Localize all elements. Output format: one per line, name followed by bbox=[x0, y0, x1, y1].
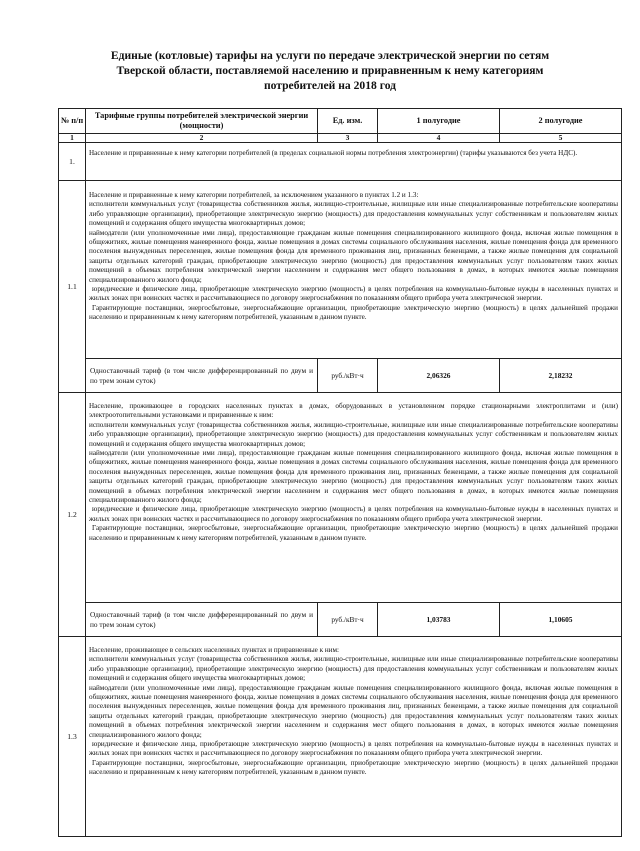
paragraph: юридические и физические лица, приобретающие электрическую энергию (мощность) в целях потребления на коммунально-бытовые нужды в населенных пунктах и жилых зонах при воинских частях и рассчитывающиеся по договору энергоснабжения по показаниям общего прибора учета электрической энергии. bbox=[89, 505, 618, 523]
table-row bbox=[59, 393, 622, 603]
title-line-1: Единые (котловые) тарифы на услуги по передаче электрической энергии по сетям bbox=[110, 49, 550, 62]
row-description bbox=[86, 181, 622, 359]
table-row bbox=[59, 637, 622, 837]
column-number: 2 bbox=[86, 134, 318, 143]
paragraph: юридические и физические лица, приобретающие электрическую энергию (мощность) в целях потребления на коммунально-бытовые нужды в населенных пунктах и жилых зонах при воинских частях и рассчитывающиеся по договору энергоснабжения по показаниям общего прибора учета электрической энергии. bbox=[89, 740, 618, 758]
tariff-label: Одноставочный тариф (в том числе дифференцированный по двум и по трем зонам суток) bbox=[86, 359, 318, 393]
tariff-row bbox=[59, 359, 622, 393]
tariff-unit: руб./кВт·ч bbox=[318, 603, 378, 637]
row-number: 1.2 bbox=[59, 393, 86, 637]
paragraph: исполнители коммунальных услуг (товарищества собственников жилья, жилищно-строительные, жилищные или иные специализированные потребительские кооперативы либо управляющие организации), приобретающие электрическую энергию (мощность) для предоставления коммунальных услуг собственникам и пользователям жилых помещений и содержания общего имущества многоквартирных домов; bbox=[89, 655, 618, 683]
tariff-row bbox=[59, 603, 622, 637]
paragraph: Гарантирующие поставщики, энергосбытовые, энергоснабжающие организации, приобретающие электрическую энергию (мощность) в целях дальнейшей продажи населению и приравненным к нему категориям потребителей, указанным в данном пункте. bbox=[89, 524, 618, 542]
tariff-half1-value: 2,06326 bbox=[378, 359, 500, 393]
document-title bbox=[60, 48, 600, 93]
header-unit: Ед. изм. bbox=[318, 109, 378, 134]
title-line-2: Тверской области, поставляемой населению и приравненным к нему категориям bbox=[116, 64, 544, 77]
tariff-table bbox=[58, 108, 622, 837]
tariff-unit: руб./кВт·ч bbox=[318, 359, 378, 393]
column-number-row bbox=[59, 134, 622, 143]
paragraph: Население, проживающее в сельских населенных пунктах и приравненные к ним: bbox=[89, 646, 340, 654]
row-description bbox=[86, 393, 622, 603]
paragraph: Гарантирующие поставщики, энергосбытовые, энергоснабжающие организации, приобретающие электрическую энергию (мощность) в целях дальнейшей продажи населению и приравненным к нему категориям потребителей, указанным в данном пункте. bbox=[89, 758, 618, 777]
column-number: 5 bbox=[500, 134, 622, 143]
paragraph: наймодатели (или уполномоченные ими лица), предоставляющие гражданам жилые помещения специализированного жилищного фонда, включая жилые помещения в общежитиях, жилые помещения маневренного фонда, жилые помещения в домах системы социального обслуживания населения, жилые помещения фонда для временного поселения вынужденных переселенцев, жилые помещения фонда для временного проживания лиц, признанных беженцами, а также жилые помещения для социальной защиты отдельных категорий граждан, приобретающие электрическую энергию (мощность) для предоставления коммунальных услуг пользователям таких жилых помещений в объемах потребления электрической энергии населением и содержания мест общего пользования в домах, в которых имеются жилые помещения специализированного жилого фонда; bbox=[89, 683, 618, 739]
paragraph: Население и приравненные к нему категории потребителей, за исключением указанного в пунктах 1.2 и 1.3: bbox=[89, 191, 419, 199]
table-row bbox=[59, 143, 622, 181]
tariff-half2-value: 2,18232 bbox=[500, 359, 622, 393]
paragraph: наймодатели (или уполномоченные ими лица), предоставляющие гражданам жилые помещения специализированного жилищного фонда, включая жилые помещения в общежитиях, жилые помещения маневренного фонда, жилые помещения в домах системы социального обслуживания населения, жилые помещения фонда для временного поселения вынужденных переселенцев, жилые помещения фонда для временного проживания лиц, признанных беженцами, а также жилые помещения для социальной защиты отдельных категорий граждан, приобретающие электрическую энергию (мощность) для предоставления коммунальных услуг пользователям таких жилых помещений в объемах потребления электрической энергии населением и содержания мест общего пользования в домах, в которых имеются жилые помещения специализированного жилого фонда; bbox=[89, 449, 618, 505]
row-number: 1.1 bbox=[59, 181, 86, 393]
header-half2: 2 полугодие bbox=[500, 109, 622, 134]
header-group: Тарифные группы потребителей электрической энергии (мощности) bbox=[86, 109, 318, 134]
table-row bbox=[59, 181, 622, 359]
column-number: 4 bbox=[378, 134, 500, 143]
table-header-row bbox=[59, 109, 622, 134]
row-description: Население и приравненные к нему категории потребителей (в пределах социальной нормы потребления электроэнергии) (тарифы указываются без учета НДС). bbox=[86, 143, 622, 181]
tariff-sheet bbox=[58, 108, 621, 837]
tariff-half1-value: 1,03783 bbox=[378, 603, 500, 637]
title-line-3: потребителей на 2018 год bbox=[263, 79, 397, 92]
column-number: 1 bbox=[59, 134, 86, 143]
tariff-label: Одноставочный тариф (в том числе дифференцированный по двум и по трем зонам суток) bbox=[86, 603, 318, 637]
column-number: 3 bbox=[318, 134, 378, 143]
row-description bbox=[86, 637, 622, 837]
header-number: № п/п bbox=[59, 109, 86, 134]
row-number: 1. bbox=[59, 143, 86, 181]
paragraph: наймодатели (или уполномоченные ими лица), предоставляющие гражданам жилые помещения специализированного жилищного фонда, включая жилые помещения в общежитиях, жилые помещения маневренного фонда, жилые помещения в домах системы социального обслуживания населения, жилые помещения фонда для временного поселения вынужденных переселенцев, жилые помещения фонда для временного проживания лиц, признанных беженцами, а также жилые помещения для социальной защиты отдельных категорий граждан, приобретающие электрическую энергию (мощность) для предоставления коммунальных услуг пользователям таких жилых помещений в объемах потребления электрической энергии населением и содержания мест общего пользования в домах, в которых имеются жилые помещения специализированного жилого фонда; bbox=[89, 228, 618, 284]
header-half1: 1 полугодие bbox=[378, 109, 500, 134]
row-number: 1.3 bbox=[59, 637, 86, 837]
paragraph: Население, проживающее в городских населенных пунктах в домах, оборудованных в установленном порядке стационарными электроплитами и (или) электроотопительными установками и приравненные к ним: bbox=[89, 402, 618, 420]
paragraph: исполнители коммунальных услуг (товарищества собственников жилья, жилищно-строительные, жилищные или иные специализированные потребительские кооперативы либо управляющие организации), приобретающие электрическую энергию (мощность) для предоставления коммунальных услуг собственникам и пользователям жилых помещений и содержания общего имущества многоквартирных домов; bbox=[89, 420, 618, 448]
paragraph: Гарантирующие поставщики, энергосбытовые, энергоснабжающие организации, приобретающие электрическую энергию (мощность) в целях дальнейшей продажи населению и приравненным к нему категориям потребителей, указанным в данном пункте. bbox=[89, 303, 618, 322]
paragraph: исполнители коммунальных услуг (товарищества собственников жилья, жилищно-строительные, жилищные или иные специализированные потребительские кооперативы либо управляющие организации), приобретающие электрическую энергию (мощность) для предоставления коммунальных услуг собственникам и пользователям жилых помещений и содержания общего имущества многоквартирных домов; bbox=[89, 200, 618, 228]
tariff-half2-value: 1,10605 bbox=[500, 603, 622, 637]
paragraph: юридические и физические лица, приобретающие электрическую энергию (мощность) в целях потребления на коммунально-бытовые нужды в населенных пунктах и жилых зонах при воинских частях и рассчитывающиеся по договору энергоснабжения по показаниям общего прибора учета электрической энергии. bbox=[89, 285, 618, 303]
